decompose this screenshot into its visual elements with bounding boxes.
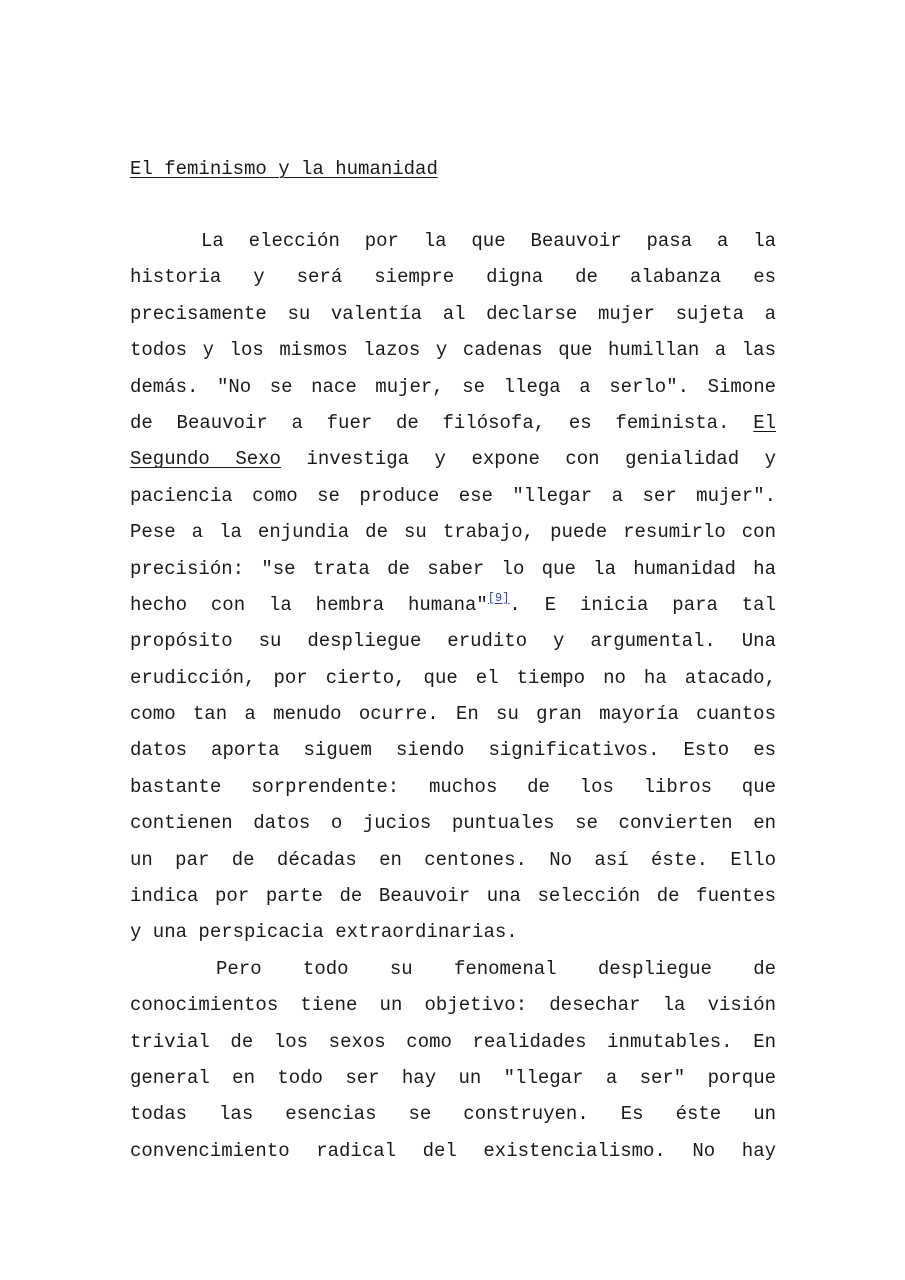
text-line: de Beauvoir a fuer de filósofa, es feminista. El (130, 411, 776, 434)
text-line: Pese a la enjundia de su trabajo, puede resumirlo con (130, 521, 776, 544)
text-line: convencimiento radical del existencialismo. No hay (130, 1139, 776, 1162)
text-line: un par de décadas en centones. No así éste. Ello (130, 848, 776, 871)
text-line: paciencia como se produce ese "llegar a ser mujer". (130, 484, 776, 507)
book-title-part: Segundo Sexo (130, 448, 281, 471)
text-line: precisión: "se trata de saber lo que la humanidad ha (130, 557, 776, 580)
text-line: historia y será siempre digna de alabanza es (130, 266, 776, 289)
text-line: hecho con la hembra humana"[9]. E inicia para tal (130, 590, 776, 616)
text-line: conocimientos tiene un objetivo: desechar la visión (130, 994, 776, 1017)
text-line: indica por parte de Beauvoir una selección de fuentes (130, 885, 776, 908)
text-line: todas las esencias se construyen. Es éste un (130, 1103, 776, 1126)
text-line: precisamente su valentía al declarse mujer sujeta a (130, 302, 776, 325)
section-title: El feminismo y la humanidad (130, 158, 438, 180)
text-line: datos aporta siguem siendo significativos. Esto es (130, 739, 776, 762)
text-line: bastante sorprendente: muchos de los libros que (130, 775, 776, 798)
text-line: trivial de los sexos como realidades inmutables. En (130, 1030, 776, 1053)
text-line: Segundo Sexo investiga y expone con genialidad y (130, 448, 776, 471)
text-line: La elección por la que Beauvoir pasa a la (201, 230, 776, 252)
text-line: erudicción, por cierto, que el tiempo no ha atacado, (130, 666, 776, 689)
book-title-part: El (753, 411, 776, 434)
footnote-link[interactable]: [9] (487, 590, 510, 605)
text-line: todos y los mismos lazos y cadenas que humillan a las (130, 339, 776, 362)
text-line: y una perspicacia extraordinarias. (130, 921, 518, 944)
text-line: general en todo ser hay un "llegar a ser" porque (130, 1066, 776, 1089)
body-text (130, 223, 776, 1169)
text-line: contienen datos o jucios puntuales se convierten en (130, 812, 776, 835)
text-line: demás. "No se nace mujer, se llega a serlo". Simone (130, 375, 776, 398)
text-line: Pero todo su fenomenal despliegue de (216, 957, 776, 980)
text-line: propósito su despliegue erudito y argumental. Una (130, 630, 776, 653)
text-line: como tan a menudo ocurre. En su gran mayoría cuantos (130, 703, 776, 726)
